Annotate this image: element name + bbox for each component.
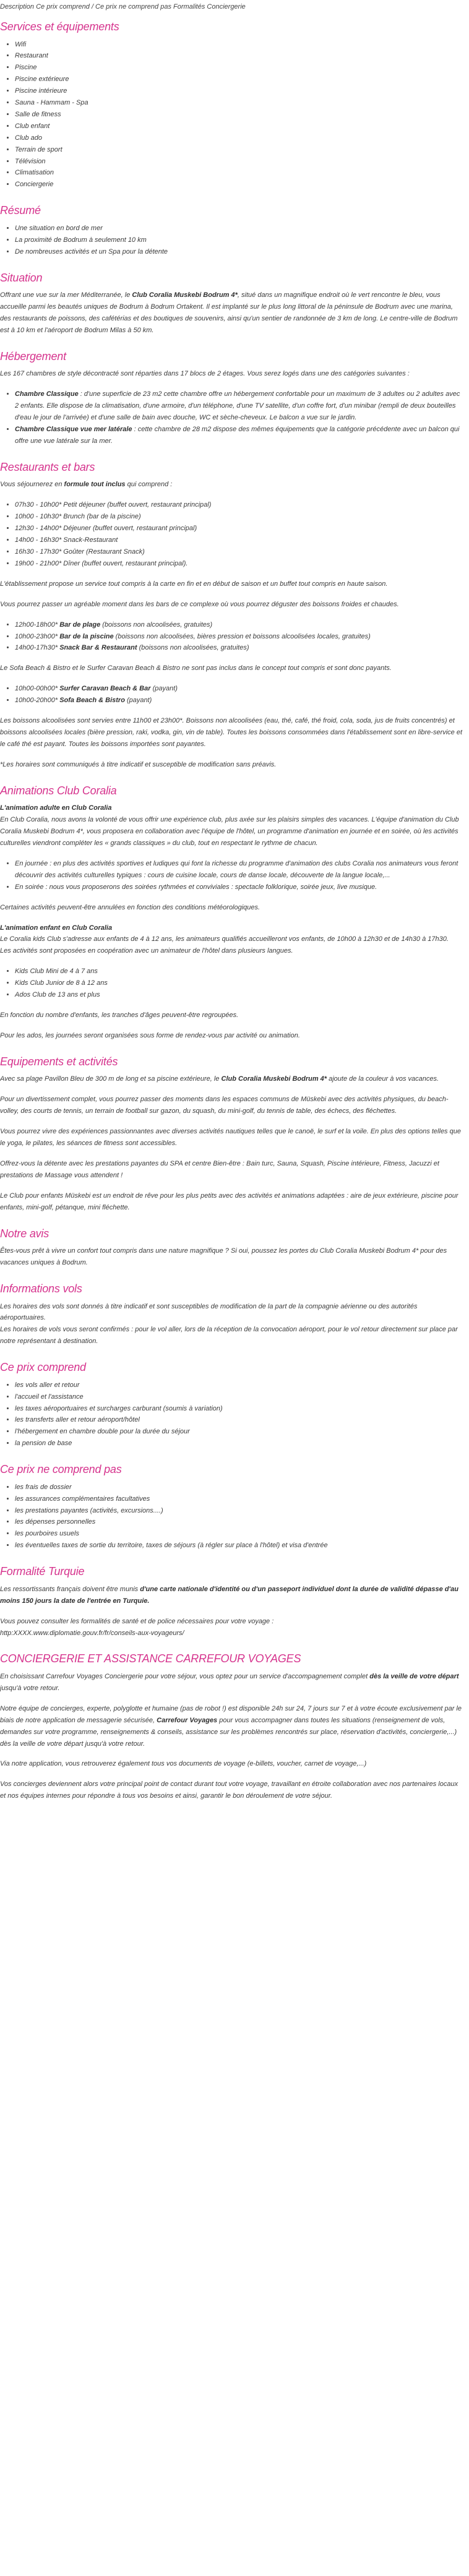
alacarte-paragraph: L'établissement propose un service tout compris à la carte en fin et en début de saison et un buffet tout compris en haute saison. [0,580,388,588]
list-item: • les pourboires usuels [15,1528,464,1540]
situation-text-rest: , situé dans un magnifique endroit où le vert rencontre le bleu, vous accueille parmi les beautés uniques de Bodrum à Bodrum Ortakent. Il est implanté sur le plus long littoral de la péninsule de Bodrum avec une marina, des restaurants de poissons, des cafétérias et des boutiques de souvenirs, ainsi qu'un sentier de randonnée de 3 km de long. Le centre-ville de Bodrum est à 10 km et l'aéroport de Bodrum Milas à 50 km. [0,291,458,334]
resume-list [0,223,464,258]
bars-list [0,619,464,655]
beach-text-rest: ajoute de la couleur à vos vacances. [327,1075,439,1083]
intro-text-rest: qui comprend : [125,481,173,489]
list-item: • les dépenses personnelles [15,1516,464,1528]
situation-text: Offrant une vue sur la mer Méditerranée, le [0,291,132,299]
animations-section [0,784,464,1042]
conciergerie-emphasis: dès la veille de votre départ [369,1673,459,1680]
bar-note: (payant) [124,697,152,705]
page-description-line: Description Ce prix comprend / Ce prix ne comprend pas Formalités Conciergerie [0,3,246,11]
beach-paragraph [0,1073,464,1085]
conciergerie-text-rest: jusqu'à votre retour. [0,1684,60,1692]
avis-title: Notre avis [0,1227,49,1240]
adult-animation-list [0,858,464,893]
conciergerie-title: CONCIERGERIE ET ASSISTANCE CARREFOUR VOYAGES [0,1652,301,1665]
bar-item [15,619,464,631]
formalite-requirement: d'une carte nationale d'identité ou d'un passeport individuel dont la durée de validité dépasse d'au moins 150 jours la date de l'entrée en Turquie. [0,1585,458,1605]
list-item: • Piscine intérieure [15,85,464,97]
conciergerie-text: En choisissant Carrefour Voyages Conciergerie pour votre séjour, vous optez pour un service d'accompagnement complet [0,1673,370,1680]
list-item: • Club ado [15,132,464,144]
list-item: • Une situation en bord de mer [15,223,464,234]
list-item: • les frais de dossier [15,1482,464,1493]
hebergement-section [0,350,464,447]
paid-bar-item [15,695,464,706]
list-item: • Piscine extérieure [15,74,464,85]
conciergerie-paragraph-2 [0,1703,464,1750]
paid-bar-item [15,683,464,695]
list-item: • les prestations payantes (activités, excursions....) [15,1505,464,1517]
situation-section [0,272,464,337]
schedule-note: *Les horaires sont communiqués à titre indicatif et susceptible de modification sans préavis. [0,760,277,768]
vols-paragraph-1: Les horaires des vols sont donnés à titre indicatif et sont susceptibles de modification de la part de la compagnie aérienne ou des autorités aéroportuaires. [0,1302,418,1322]
ne-comprend-section [0,1463,464,1552]
formalite-consult-text: Vous pouvez consulter les formalités de santé et de police nécessaires pour votre voyage : [0,1617,274,1625]
formalite-link-paragraph [0,1616,464,1639]
animations-title: Animations Club Coralia [0,784,117,797]
comprend-section [0,1361,464,1449]
list-item: • 16h30 - 17h30* Goûter (Restaurant Snack) [15,546,464,558]
nautical-paragraph: Vous pourrez vivre des expériences passionnantes avec diverses activités nautiques telles que le canoë, le surf et la voile. En plus des options telles que le yoga, le pilates, les séances de fitness sont accessibles. [0,1128,461,1147]
list-item: • Ados Club de 13 ans et plus [15,989,464,1001]
situation-paragraph [0,290,464,337]
room-type-label: Chambre Classique [15,390,79,398]
spa-paragraph: Offrez-vous la détente avec les prestations payantes du SPA et centre Bien-être : Bain turc, Sauna, Squash, Piscine intérieure, Fitness, Jacuzzi et prestations de Massage vous attendent ! [0,1159,439,1179]
list-item: • En journée : en plus des activités sportives et ludiques qui font la richesse du programme d'animation des clubs Coralia nos animateurs vous feront découvrir des activités culturelles typiques : cours de cuisine locale, cours de danse locale, découverte de la langue locale,... [15,858,464,882]
drinks-paragraph: Les boissons alcoolisées sont servies entre 11h00 et 23h00*. Boissons non alcoolisées (eau, thé, café, thé froid, cola, soda, jus de fruits concentrés) et boissons alcoolisées locales (bière pression, raki, vodka, gin, vin de table). Toutes les boissons consommées dans l'établissement sont en libre-service et le café thé est payant. Toutes les boissons importées sont payantes. [0,717,463,748]
avis-section [0,1227,464,1269]
room-type-item [15,424,464,447]
list-item: • Salle de fitness [15,109,464,121]
conciergerie-paragraph-4: Vos concierges deviennent alors votre principal point de contact durant tout votre voyage, travaillant en étroite collaboration avec nos partenaires locaux et nos équipes internes pour répondre à tous vos besoins et ainsi, garantir le bon déroulement de votre séjour. [0,1780,458,1800]
list-item: • 07h30 - 10h00* Petit déjeuner (buffet ouvert, restaurant principal) [15,499,464,511]
list-item: • Club enfant [15,121,464,132]
services-section [0,20,464,191]
bar-name: Surfer Caravan Beach & Bar [59,685,151,693]
surfer-paragraph: Le Sofa Beach & Bistro et le Surfer Caravan Beach & Bistro ne sont pas inclus dans le concept tout compris et sont donc payants. [0,664,392,672]
list-item: • La proximité de Bodrum à seulement 10 km [15,234,464,246]
hotel-name: Club Coralia Muskebi Bodrum 4* [132,291,238,299]
comprend-list [0,1380,464,1449]
app-name: Carrefour Voyages [157,1716,218,1724]
vols-title: Informations vols [0,1282,82,1295]
room-type-item [15,389,464,424]
age-groups-paragraph: En fonction du nombre d'enfants, les tranches d'âges peuvent-être regroupées. [0,1011,239,1019]
conciergerie-text: Notre équipe de concierges, experte, polyglotte et humaine (pas de robot !) est disponible 24h sur 24, 7 jours sur 7 et à votre écoute exclusivement par le biais de notre application de messagerie sécurisée, [0,1704,462,1724]
adult-animation-subtitle: L'animation adulte en Club Coralia [0,804,112,812]
bar-hours: 14h00-17h30* [15,644,60,652]
bar-name: Snack Bar & Restaurant [59,644,137,652]
hotel-name: Club Coralia Muskebi Bodrum 4* [221,1075,327,1083]
list-item: • Terrain de sport [15,144,464,156]
list-item: • l'accueil et l'assistance [15,1391,464,1403]
equipements-section [0,1055,464,1214]
list-item: • la pension de base [15,1438,464,1449]
beach-text: Avec sa plage Pavillon Bleu de 300 m de long et sa piscine extérieure, le [0,1075,222,1083]
avis-paragraph: Êtes-vous prêt à vivre un confort tout compris dans une nature magnifique ? Si oui, poussez les portes du Club Coralia Muskebi Bodrum 4* pour des vacances uniques à Bodrum. [0,1247,447,1266]
conciergerie-paragraph-1 [0,1671,464,1694]
hebergement-intro: Les 167 chambres de style décontracté sont réparties dans 17 blocs de 2 étages. Vous serez logés dans une des catégories suivantes : [0,370,410,378]
list-item: • 10h00 - 10h30* Brunch (bar de la piscine) [15,511,464,523]
list-item: • 19h00 - 21h00* Dîner (buffet ouvert, restaurant principal). [15,558,464,570]
conciergerie-paragraph-3: Via notre application, vous retrouverez également tous vos documents de voyage (e-billets, voucher, carnet de voyage,...) [0,1760,367,1768]
list-item: • Conciergerie [15,179,464,191]
list-item: • En soirée : nous vous proposerons des soirées rythmées et conviviales : spectacle folklorique, soirée jeux, live musique. [15,882,464,893]
list-item: • Wifi [15,39,464,51]
room-type-text: : d'une superficie de 23 m2 cette chambre offre un hébergement confortable pour un maximum de 3 adultes ou 2 adultes avec 2 enfants. Elle dispose de la climatisation, d'une armoire, d'un téléphone, d'une TV satellite, d'un coffre fort, d'un minibar (rempli de deux bouteilles d'eau le jour de l'arrivée) et d'une salle de bain avec douche, WC et sèche-cheveux. Le balcon a vue sur le jardin. [15,390,460,422]
kids-animation-subtitle: L'animation enfant en Club Coralia [0,924,113,932]
restaurants-intro [0,479,464,491]
bar-hours: 10h00-20h00* [15,697,60,705]
list-item: • 14h00 - 16h30* Snack-Restaurant [15,535,464,546]
adult-animation-paragraph: En Club Coralia, nous avons la volonté de vous offrir une expérience club, plus axée sur les plaisirs simples des vacances. L'équipe d'animation du Club Coralia Muskebi Bodrum 4*, vous proposera en collaboration avec l'équipe de l'hôtel, un programme d'animation en journée et en soirée, où les activités culturelles viendront compléter les « grands classiques » du club, tout en respectant le rythme de chacun. [0,816,459,847]
bar-name: Sofa Beach & Bistro [59,697,125,705]
restaurants-title: Restaurants et bars [0,460,95,473]
bar-hours: 10h00-23h00* [15,632,60,640]
bar-hours: 12h00-18h00* [15,620,60,629]
kids-languages-paragraph: Les activités sont proposées en coopération avec un animateur de l'hôtel dans plusieurs langues. [0,947,293,955]
ne-comprend-list [0,1482,464,1552]
vols-section [0,1282,464,1347]
list-item: • Kids Club Mini de 4 à 7 ans [15,966,464,977]
bar-note: (boissons non alcoolisées, bières pression et boissons alcoolisées locales, gratuites) [113,632,371,640]
bar-note: (payant) [150,685,178,693]
paid-bars-list [0,683,464,706]
list-item: • Piscine [15,62,464,74]
bar-name: Bar de la piscine [59,632,114,640]
list-item: • les éventuelles taxes de sortie du territoire, taxes de séjours (à régler sur place à l'hôtel) et visa d'entrée [15,1540,464,1552]
activities-paragraph: Pour un divertissement complet, vous pourrez passer des moments dans les espaces communs de Müskebi avec des activités physiques, du beach-volley, des courts de tennis, un terrain de football sur gazon, du squash, du mini-golf, du tennis de table, des échecs, des fléchettes. [0,1096,449,1115]
formalite-paragraph [0,1584,464,1607]
ne-comprend-title: Ce prix ne comprend pas [0,1463,122,1476]
bars-paragraph: Vous pourrez passer un agréable moment dans les bars de ce complexe où vous pourrez déguster des boissons froides et chaudes. [0,600,399,608]
comprend-title: Ce prix comprend [0,1361,86,1374]
kids-club-paragraph: Le Coralia kids Club s'adresse aux enfants de 4 à 12 ans, les animateurs qualifiés accueilleront vos enfants, de 10h00 à 12h30 et de 14h30 à 17h30. [0,935,449,943]
vols-paragraph-2: Les horaires de vols vous seront confirmés : pour le vol aller, lors de la réception de la convocation aéroport, pour le vol retour directement sur place par notre représentant à destination. [0,1326,458,1346]
bar-item [15,642,464,654]
conciergerie-section [0,1652,464,1802]
kids-club-equipment-paragraph: Le Club pour enfants Müskebi est un endroit de rêve pour les plus petits avec des activités et animations adaptées : aire de jeux extérieure, piscine pour enfants, mini-golf, pétanque, mini fléchette. [0,1191,458,1211]
formalite-title: Formalité Turquie [0,1565,85,1578]
list-item: • les vols aller et retour [15,1380,464,1391]
resume-title: Résumé [0,204,41,217]
conciergerie-text-rest: pour vous accompagner dans toutes les situations (renseignement de vols, demandes sur votre programme, renseignements & conseils, assistance sur les problèmes rencontrés sur place, réservation d'activités, conciergerie,...) dès la veille de votre départ jusqu'à votre retour. [0,1716,457,1748]
formalite-section [0,1565,464,1639]
diplomatie-link[interactable]: http:XXXX.www.diplomatie.gouv.fr/fr/conseils-aux-voyageurs/ [0,1629,184,1637]
list-item: • Restaurant [15,50,464,62]
list-item: • les assurances complémentaires facultatives [15,1493,464,1505]
list-item: • Télévision [15,156,464,168]
services-title: Services et équipements [0,20,119,33]
bar-item [15,631,464,643]
intro-text: Vous séjournerez en [0,481,64,489]
list-item: • De nombreuses activités et un Spa pour la détente [15,246,464,258]
restaurants-section [0,461,464,771]
room-type-label: Chambre Classique vue mer latérale [15,426,132,434]
list-item: • Sauna - Hammam - Spa [15,97,464,109]
room-types-list [0,389,464,447]
room-type-text: : cette chambre de 28 m2 dispose des mêmes équipements que la catégorie précédente avec un balcon qui offre une vue latérale sur la mer. [15,426,460,445]
bar-note: (boissons non alcoolisées, gratuites) [137,644,249,652]
bar-note: (boissons non alcoolisées, gratuites) [100,620,213,629]
list-item: • l'hébergement en chambre double pour la durée du séjour [15,1426,464,1438]
formula-name: formule tout inclus [64,481,126,489]
ados-paragraph: Pour les ados, les journées seront organisées sous forme de rendez-vous par activité ou animation. [0,1031,300,1039]
weather-note: Certaines activités peuvent-être annulées en fonction des conditions météorologiques. [0,903,260,911]
list-item: • les transferts aller et retour aéroport/hôtel [15,1414,464,1426]
equipements-title: Equipements et activités [0,1055,118,1068]
kids-clubs-list [0,966,464,1001]
meal-schedule-list [0,499,464,569]
bar-name: Bar de plage [59,620,101,629]
resume-section [0,204,464,257]
bar-hours: 10h00-00h00* [15,685,60,693]
situation-title: Situation [0,271,43,284]
formalite-text: Les ressortissants français doivent être munis [0,1585,140,1593]
list-item: • Climatisation [15,167,464,179]
list-item: • les taxes aéroportuaires et surcharges carburant (soumis à variation) [15,1403,464,1415]
services-list [0,39,464,191]
hebergement-title: Hébergement [0,350,66,363]
list-item: • Kids Club Junior de 8 à 12 ans [15,977,464,989]
list-item: • 12h30 - 14h00* Déjeuner (buffet ouvert, restaurant principal) [15,523,464,535]
